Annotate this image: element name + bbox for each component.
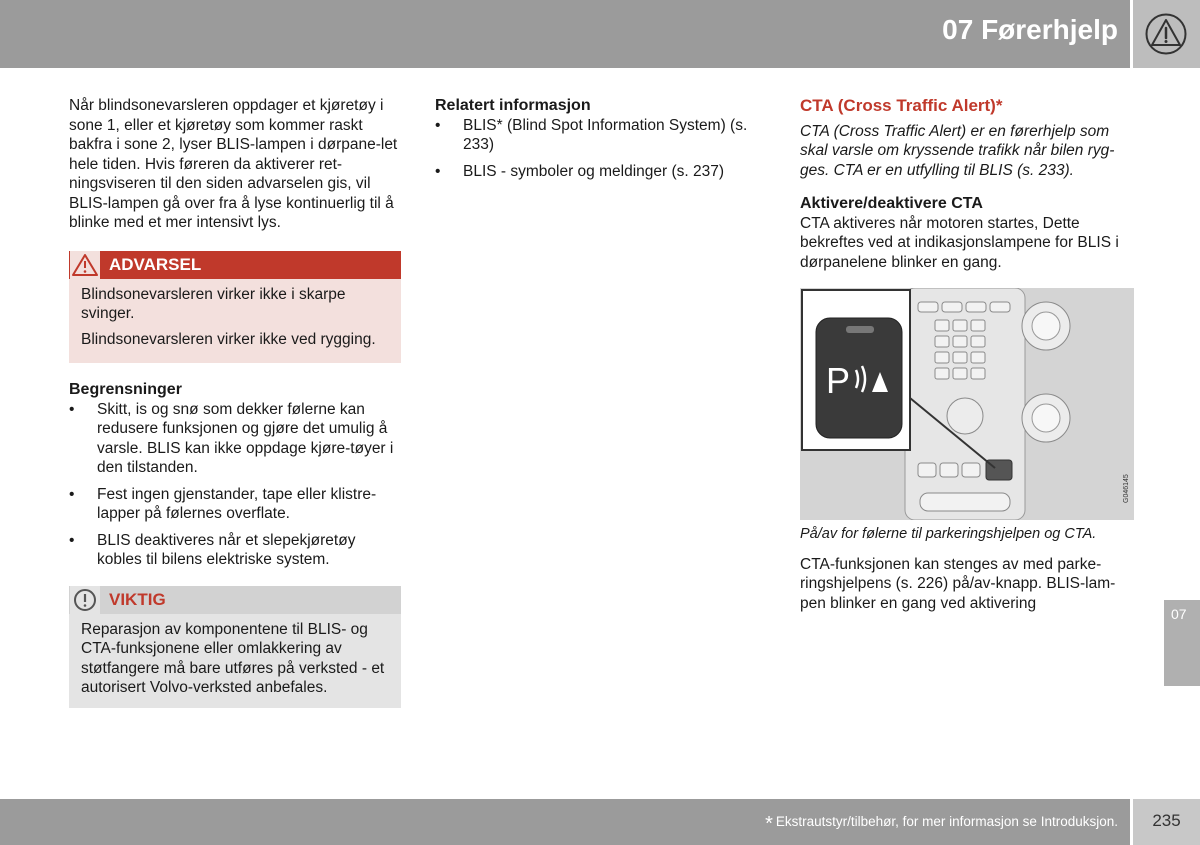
header-icon-box (1133, 0, 1200, 68)
page-number: 235 (1152, 811, 1181, 830)
important-box (69, 586, 401, 708)
important-header (69, 586, 401, 614)
column-1 (69, 96, 401, 708)
cta-intro: CTA (Cross Traffic Alert) er en førerhjelp som skal varsle om kryssende trafikk når bilen ryg-ges. CTA er en utfylling til BLIS (s. 233). (800, 122, 1115, 179)
svg-text:P: P (826, 360, 851, 401)
warning-label: ADVARSEL (109, 254, 202, 274)
limitations-section (69, 380, 401, 570)
important-text: Reparasjon av komponentene til BLIS- og CTA-funksjonene eller omlakkering av støtfangere må bare utføres på verksted - et autorisert Volvo-verksted anbefales. (81, 620, 385, 696)
list-item: • Fest ingen gjenstander, tape eller klistre-lapper på følernes overflate. (69, 485, 401, 524)
warning-body (69, 279, 401, 364)
activate-heading: Aktivere/deaktivere CTA (800, 195, 983, 212)
related-heading: Relatert informasjon (435, 97, 591, 114)
figure-code: G046145 (1123, 474, 1130, 503)
footer-note (765, 813, 1118, 836)
footer-note-text: Ekstrautstyr/tilbehør, for mer informasjon se Introduksjon. (775, 814, 1118, 829)
important-label: VIKTIG (109, 589, 166, 609)
center-console-illustration (800, 288, 1134, 520)
header-bar (0, 0, 1130, 68)
figure-caption: På/av for følerne til parkeringshjelpen og CTA. (800, 526, 1097, 542)
after-figure-text: CTA-funksjonen kan stenges av med parke-ringshjelpens (s. 226) på/av-knapp. BLIS-lam-pen blinker en gang ved aktivering (800, 555, 1116, 612)
related-link[interactable]: • BLIS - symboler og meldinger (s. 237) (435, 162, 765, 182)
warning-line: Blindsonevarsleren virker ikke ved rygging. (81, 330, 376, 348)
related-list (435, 116, 765, 182)
important-body (69, 614, 401, 708)
chapter-title: 07 Førerhjelp (942, 14, 1118, 45)
warning-triangle-icon (70, 251, 100, 279)
list-item: • BLIS deaktiveres når et slepekjøretøy kobles til bilens elektriske system. (69, 531, 401, 570)
warning-triangle-icon (1144, 13, 1188, 55)
footer-star: * (765, 813, 773, 835)
list-item: • Skitt, is og snø som dekker følerne kan redusere funksjonen og gjøre det umulig å varsle. BLIS kan ikke oppdage kjøre-tøyer i den tilstanden. (69, 400, 401, 478)
related-link[interactable]: • BLIS* (Blind Spot Information System) (s. 233) (435, 116, 765, 155)
exclamation-circle-icon (70, 586, 100, 614)
parking-button-figure (800, 288, 1134, 520)
column-3 (800, 96, 1134, 613)
side-tab-label: 07 (1171, 606, 1187, 622)
warning-header (69, 251, 401, 279)
chapter-side-tab (1164, 600, 1200, 686)
warning-line: Blindsonevarsleren virker ikke i skarpe svinger. (81, 285, 346, 322)
page-number-box (1133, 799, 1200, 845)
intro-paragraph: Når blindsonevarsleren oppdager et kjøretøy i sone 1, eller et kjøretøy som kommer raskt bakfra i sone 2, lyser BLIS-lampen i dørpane-let hele tiden. Hvis føreren da aktiverer ret-ningsviseren til den siden advarselen gis, vil BLIS-lampen gå over fra å lyse kontinuerlig til å blinke med et mer intensivt lys. (69, 97, 398, 231)
warning-box (69, 251, 401, 364)
limitations-heading: Begrensninger (69, 381, 182, 398)
limitations-list (69, 400, 401, 570)
cta-title: CTA (Cross Traffic Alert)* (800, 96, 1003, 115)
footer-bar (0, 799, 1130, 845)
activate-text: CTA aktiveres når motoren startes, Dette bekreftes ved at indikasjonslampene for BLIS i dørpanelene blinker en gang. (800, 214, 1119, 271)
column-2 (435, 96, 765, 188)
